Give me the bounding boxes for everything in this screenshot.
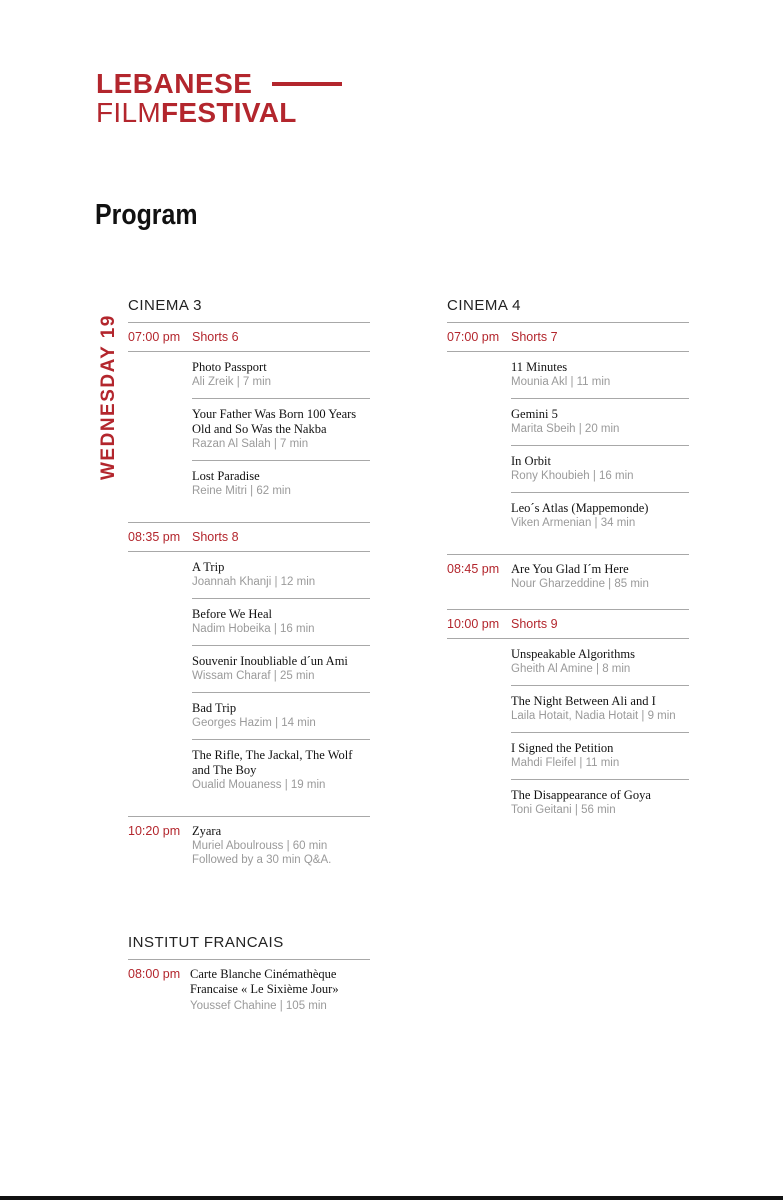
slot-time: 07:00 pm: [128, 330, 181, 344]
film-title: The Rifle, The Jackal, The Wolf and The Boy: [192, 748, 353, 777]
bottom-bar: [0, 1196, 783, 1200]
slot: [447, 610, 689, 826]
film-item: [192, 599, 370, 646]
film-meta: Laila Hotait, Nadia Hotait | 9 min: [511, 710, 676, 722]
film-meta: Ali Zreik | 7 min: [192, 376, 272, 388]
film-meta: Mounia Akl | 11 min: [511, 376, 611, 388]
slot-time: 08:35 pm: [128, 530, 181, 544]
film-title: The Disappearance of Goya: [511, 788, 651, 802]
film-title: Unspeakable Algorithms: [511, 647, 635, 661]
film-title: Souvenir Inoubliable d´un Ami: [192, 654, 348, 668]
film-meta: Oualid Mouaness | 19 min: [192, 779, 326, 791]
film-item: [511, 446, 689, 493]
film-meta: Razan Al Salah | 7 min: [192, 438, 309, 450]
film-title: I Signed the Petition: [511, 741, 614, 755]
film-meta: Toni Geitani | 56 min: [511, 804, 616, 816]
film-meta: Georges Hazim | 14 min: [192, 717, 316, 729]
day-label: WEDNESDAY 19: [98, 314, 119, 480]
slot: [447, 555, 689, 591]
slot: [128, 817, 370, 867]
film-item: [511, 399, 689, 446]
film-meta: Muriel Aboulrouss | 60 min: [192, 840, 328, 852]
film-title: Your Father Was Born 100 Years Old and So Was the Nakba: [192, 407, 357, 436]
film-item: [192, 461, 370, 507]
film-meta: Nour Gharzeddine | 85 min: [511, 578, 649, 590]
logo-rule: [272, 82, 342, 86]
film-meta: Joannah Khanji | 12 min: [192, 576, 316, 588]
film-meta: Viken Armenian | 34 min: [511, 517, 636, 529]
film-title: Bad Trip: [192, 701, 237, 715]
film-item: [192, 399, 370, 461]
cinema-3-column: [128, 297, 370, 867]
film-meta: Wissam Charaf | 25 min: [192, 670, 315, 682]
slot-time: 10:00 pm: [447, 617, 500, 631]
page-title: Program: [95, 199, 198, 231]
film-title: Gemini 5: [511, 407, 558, 421]
film-title: Are You Glad I´m Here: [511, 562, 629, 576]
film-item: [511, 493, 689, 539]
column-header: CINEMA 3: [128, 297, 370, 323]
cinema-4-column: [447, 297, 689, 826]
film-meta: Rony Khoubieh | 16 min: [511, 470, 634, 482]
slot: [128, 960, 370, 1013]
slot: [128, 323, 370, 507]
slot-time: 08:45 pm: [447, 562, 500, 576]
slot-program: Shorts 9: [511, 617, 558, 631]
film-title: Before We Heal: [192, 607, 272, 621]
logo-line2-bold: FESTIVAL: [160, 97, 297, 128]
film-title: Zyara: [192, 824, 222, 838]
film-title: 11 Minutes: [511, 360, 568, 374]
film-item: [511, 733, 689, 780]
logo-line2-light: FILM: [96, 97, 161, 128]
film-item: [192, 352, 370, 399]
column-header: CINEMA 4: [447, 297, 689, 323]
film-meta: Marita Sbeih | 20 min: [511, 423, 620, 435]
film-item: [192, 693, 370, 740]
film-item: [511, 780, 689, 826]
slot: [128, 523, 370, 801]
film-item: [511, 686, 689, 733]
film-item: [192, 552, 370, 599]
slot: [447, 323, 689, 539]
film-meta: Nadim Hobeika | 16 min: [192, 623, 315, 635]
film-item: [192, 646, 370, 693]
column-header: INSTITUT FRANCAIS: [128, 934, 370, 960]
film-title: Leo´s Atlas (Mappemonde): [511, 501, 649, 515]
slot-time: 08:00 pm: [128, 967, 181, 981]
film-title: Photo Passport: [192, 360, 267, 374]
film-title: Lost Paradise: [192, 469, 260, 483]
film-meta: Mahdi Fleifel | 11 min: [511, 757, 620, 769]
film-item: [511, 639, 689, 686]
slot-program: Shorts 7: [511, 330, 558, 344]
film-note: Followed by a 30 min Q&A.: [192, 854, 332, 866]
film-meta: Gheith Al Amine | 8 min: [511, 663, 631, 675]
institut-francais-section: [128, 934, 370, 1013]
film-meta: Reine Mitri | 62 min: [192, 485, 291, 497]
film-title: A Trip: [192, 560, 225, 574]
slot-time: 07:00 pm: [447, 330, 500, 344]
film-item: [192, 740, 370, 801]
film-title: In Orbit: [511, 454, 551, 468]
film-title: The Night Between Ali and I: [511, 694, 656, 708]
slot-program: Shorts 8: [192, 530, 239, 544]
film-title: Carte Blanche Cinémathèque Francaise « Le Sixième Jour»: [190, 967, 339, 996]
film-meta: Youssef Chahine | 105 min: [190, 1000, 327, 1012]
logo-line1: LEBANESE: [96, 68, 253, 99]
film-item: [511, 352, 689, 399]
slot-time: 10:20 pm: [128, 824, 181, 838]
slot-program: Shorts 6: [192, 330, 239, 344]
